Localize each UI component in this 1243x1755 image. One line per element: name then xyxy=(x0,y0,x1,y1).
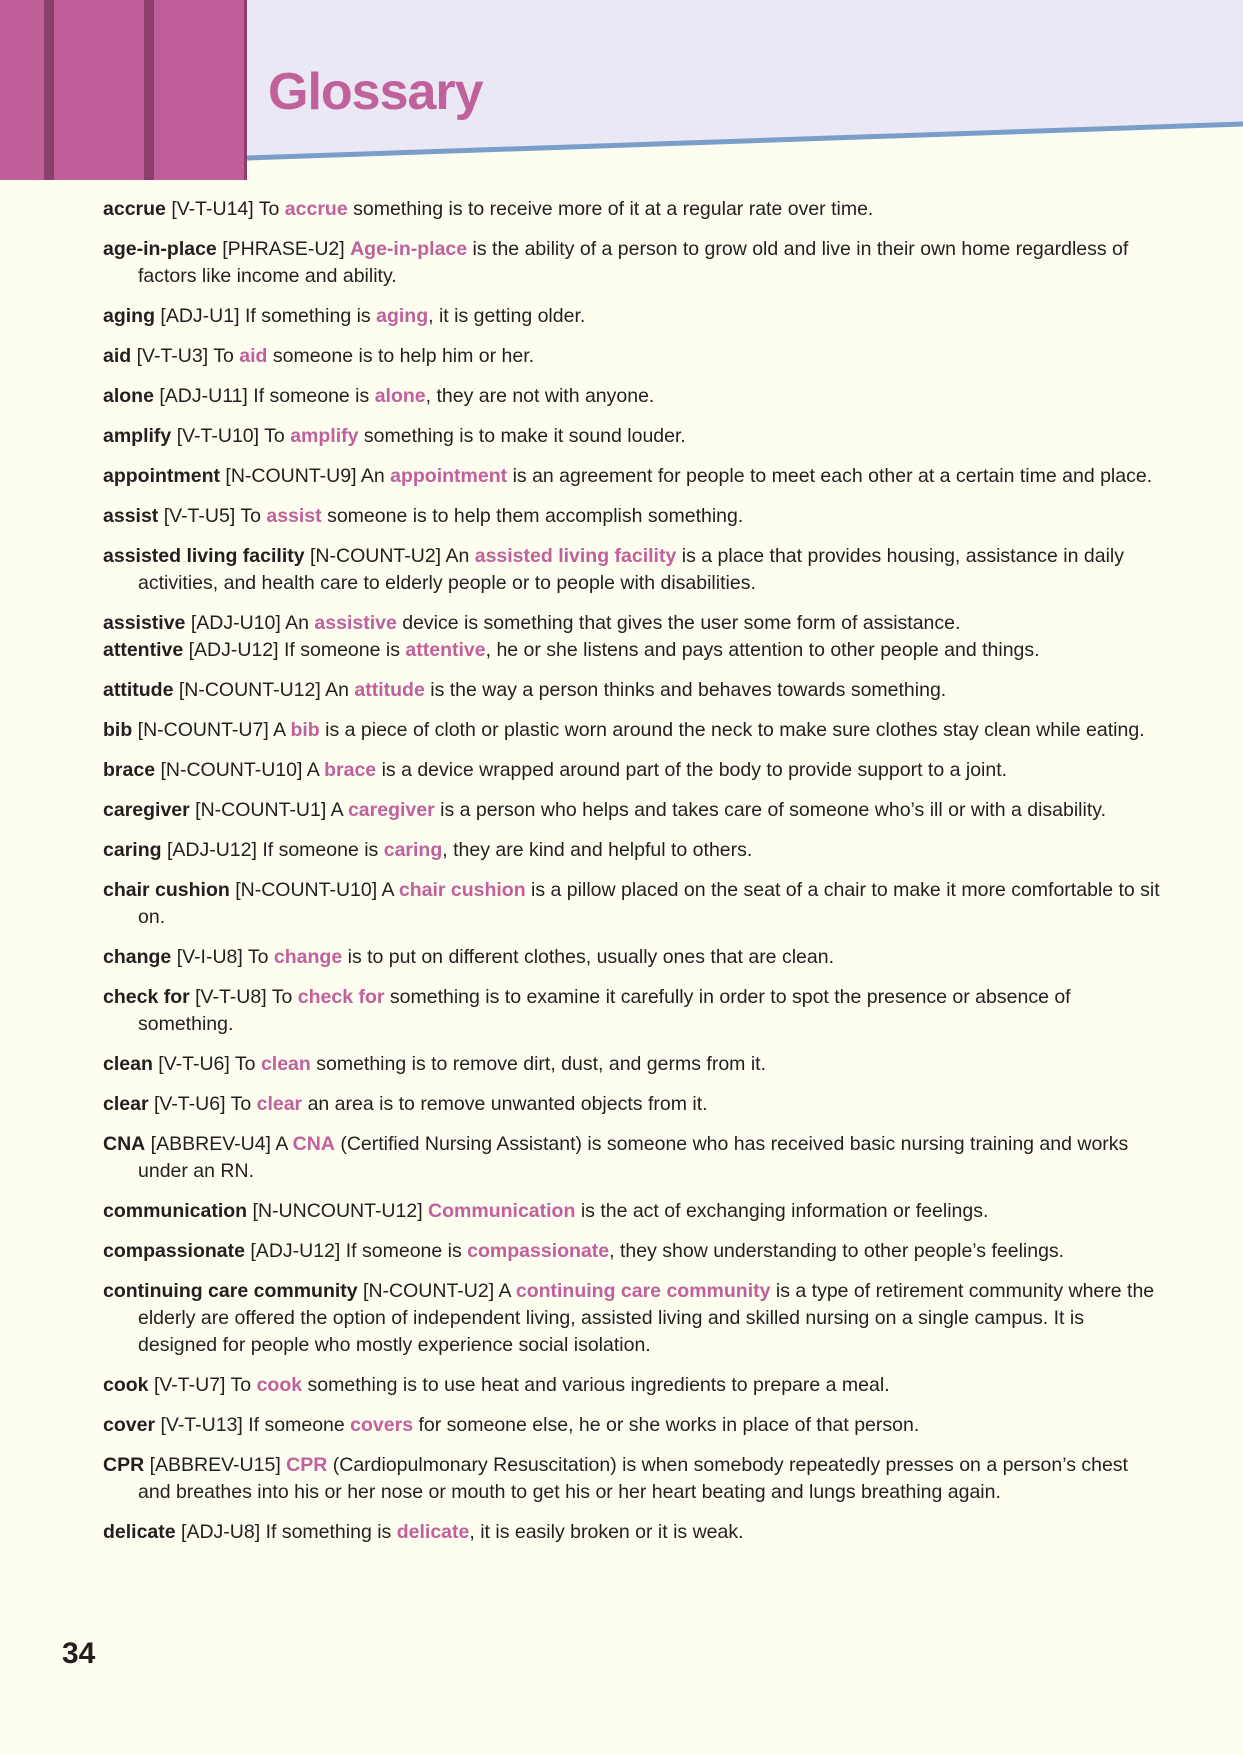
glossary-entry xyxy=(103,717,1163,744)
entry-tag: [V-T-U3] xyxy=(136,345,209,367)
entry-highlight: amplify xyxy=(290,425,359,447)
entry-tag: [N-COUNT-U9] xyxy=(225,465,357,487)
entry-definition: an area is to remove unwanted objects from it. xyxy=(307,1093,708,1115)
page-number: 34 xyxy=(62,1637,96,1670)
entry-tag: [V-I-U8] xyxy=(176,946,243,968)
glossary-entry xyxy=(103,1412,1163,1439)
entry-highlight: attitude xyxy=(354,679,425,701)
entry-term: bib xyxy=(103,719,133,741)
glossary-entry xyxy=(103,1091,1163,1118)
entry-term: age-in-place xyxy=(103,238,217,260)
entry-highlight: caregiver xyxy=(347,799,435,821)
entry-tag: [ABBREV-U4] xyxy=(150,1133,271,1155)
entry-definition-lead: If someone is xyxy=(284,639,400,661)
entry-tag: [N-COUNT-U12] xyxy=(178,679,321,701)
entry-tag: [ADJ-U8] xyxy=(181,1521,261,1543)
entry-highlight: continuing care community xyxy=(515,1280,771,1302)
entry-tag: [N-COUNT-U10] xyxy=(235,879,378,901)
entry-tag: [PHRASE-U2] xyxy=(222,238,345,260)
entry-definition: is a type of retirement community where the elderly are offered the option of independent living, assisted living and skilled nursing on a single campus. It is designed for people who mostly experience social isolation. xyxy=(138,1280,1155,1356)
glossary-entry xyxy=(103,423,1163,450)
entry-term: aid xyxy=(103,345,132,367)
entry-tag: [V-T-U6] xyxy=(158,1053,230,1075)
entry-definition-lead: If someone is xyxy=(262,839,379,861)
entry-term: delicate xyxy=(103,1521,176,1543)
entry-definition: is the act of exchanging information or feelings. xyxy=(580,1200,989,1222)
entry-definition: is a device wrapped around part of the body to provide support to a joint. xyxy=(381,759,1008,781)
entry-definition-lead: If someone xyxy=(248,1414,345,1436)
entry-term: attentive xyxy=(103,639,184,661)
entry-term: caregiver xyxy=(103,799,190,821)
glossary-entry xyxy=(103,837,1163,864)
entry-term: change xyxy=(103,946,172,968)
entry-term: continuing care community xyxy=(103,1280,358,1302)
entry-highlight: CPR xyxy=(286,1454,328,1476)
entry-tag: [V-T-U10] xyxy=(176,425,260,447)
glossary-entry xyxy=(103,1051,1163,1078)
entry-definition-lead: If something is xyxy=(265,1521,392,1543)
glossary-entry xyxy=(103,877,1163,931)
entry-highlight: caring xyxy=(383,839,443,861)
entry-definition-lead: An xyxy=(285,612,309,634)
entry-definition: is a person who helps and takes care of someone who’s ill or with a disability. xyxy=(440,799,1106,821)
glossary-entry xyxy=(103,383,1163,410)
entry-term: appointment xyxy=(103,465,220,487)
entry-term: brace xyxy=(103,759,156,781)
entry-definition: something is to remove dirt, dust, and germs from it. xyxy=(316,1053,766,1075)
entry-tag: [V-T-U7] xyxy=(153,1374,226,1396)
glossary-list xyxy=(103,196,1163,1559)
entry-definition-lead: To xyxy=(240,505,261,527)
entry-definition-lead: To xyxy=(230,1093,252,1115)
entry-highlight: aid xyxy=(239,345,268,367)
entry-definition: is a place that provides housing, assistance in daily activities, and health care to elderly people or to people with disabilities. xyxy=(138,545,1125,594)
entry-term: attitude xyxy=(103,679,174,701)
entry-term: amplify xyxy=(103,425,172,447)
entry-definition: , they are not with anyone. xyxy=(425,385,655,407)
entry-definition-lead: If someone is xyxy=(253,385,370,407)
tab-bar xyxy=(0,0,44,180)
entry-term: assist xyxy=(103,505,159,527)
entry-highlight: accrue xyxy=(284,198,348,220)
entry-highlight: brace xyxy=(324,759,377,781)
entry-term: caring xyxy=(103,839,162,861)
entry-definition: is the ability of a person to grow old and live in their own home regardless of factors like income and ability. xyxy=(138,238,1129,287)
glossary-entry xyxy=(103,543,1163,597)
glossary-entry xyxy=(103,1238,1163,1265)
entry-term: compassionate xyxy=(103,1240,245,1262)
entry-definition: , they are kind and helpful to others. xyxy=(442,839,753,861)
glossary-entry xyxy=(103,1519,1163,1546)
entry-term: accrue xyxy=(103,198,166,220)
entry-definition: is to put on different clothes, usually ones that are clean. xyxy=(347,946,834,968)
glossary-entry xyxy=(103,1372,1163,1399)
entry-tag: [ADJ-U11] xyxy=(159,385,248,407)
entry-definition: , it is getting older. xyxy=(428,305,586,327)
entry-definition-lead: To xyxy=(247,946,269,968)
entry-definition-lead: To xyxy=(230,1374,252,1396)
entry-highlight: cook xyxy=(256,1374,303,1396)
glossary-entry xyxy=(103,944,1163,971)
entry-definition: someone is to help him or her. xyxy=(272,345,535,367)
entry-definition: (Certified Nursing Assistant) is someone who has received basic nursing training and works under an RN. xyxy=(138,1133,1129,1182)
entry-definition-lead: A xyxy=(275,1133,288,1155)
glossary-entry xyxy=(103,343,1163,370)
entry-tag: [ADJ-U10] xyxy=(190,612,281,634)
entry-definition: , he or she listens and pays attention to other people and things. xyxy=(485,639,1040,661)
entry-definition: something is to examine it carefully in order to spot the presence or absence of something. xyxy=(138,986,1071,1035)
entry-definition-lead: An xyxy=(445,545,470,567)
entry-term: communication xyxy=(103,1200,248,1222)
entry-definition-lead: To xyxy=(271,986,293,1008)
entry-highlight: change xyxy=(273,946,343,968)
entry-definition-lead: To xyxy=(234,1053,256,1075)
entry-definition: is a piece of cloth or plastic worn around the neck to make sure clothes stay clean while eating. xyxy=(325,719,1145,741)
glossary-entry xyxy=(103,1278,1163,1359)
entry-definition-lead: A xyxy=(330,799,343,821)
entry-definition-lead: To xyxy=(258,198,280,220)
entry-highlight: CNA xyxy=(292,1133,335,1155)
page-header xyxy=(0,0,1243,180)
entry-highlight: clear xyxy=(256,1093,303,1115)
entry-tag: [V-T-U14] xyxy=(171,198,254,220)
entry-term: clean xyxy=(103,1053,153,1075)
entry-definition-lead: A xyxy=(498,1280,511,1302)
glossary-entry xyxy=(103,757,1163,784)
entry-definition-lead: An xyxy=(360,465,385,487)
entry-definition: device is something that gives the user some form of assistance. xyxy=(402,612,961,634)
page-title: Glossary xyxy=(268,63,483,121)
entry-definition: something is to use heat and various ingredients to prepare a meal. xyxy=(307,1374,890,1396)
entry-tag: [N-COUNT-U2] xyxy=(363,1280,495,1302)
entry-highlight: bib xyxy=(290,719,320,741)
entry-definition: is a pillow placed on the seat of a chair to make it more comfortable to sit on. xyxy=(138,879,1160,928)
entry-tag: [N-COUNT-U10] xyxy=(160,759,303,781)
glossary-entry xyxy=(103,797,1163,824)
glossary-entry xyxy=(103,1131,1163,1185)
entry-highlight: covers xyxy=(350,1414,414,1436)
glossary-entry xyxy=(103,637,1163,664)
entry-highlight: assist xyxy=(266,505,322,527)
entry-tag: [V-T-U6] xyxy=(153,1093,226,1115)
entry-term: cook xyxy=(103,1374,149,1396)
glossary-entry xyxy=(103,677,1163,704)
entry-highlight: delicate xyxy=(396,1521,470,1543)
glossary-entry xyxy=(103,984,1163,1038)
entry-tag: [ADJ-U12] xyxy=(250,1240,341,1262)
entry-definition-lead: To xyxy=(213,345,234,367)
entry-definition-lead: To xyxy=(264,425,285,447)
entry-tag: [N-UNCOUNT-U12] xyxy=(252,1200,423,1222)
entry-definition-lead: A xyxy=(381,879,394,901)
glossary-entry xyxy=(103,196,1163,223)
entry-highlight: assistive xyxy=(314,612,397,634)
entry-highlight: check for xyxy=(297,986,385,1008)
entry-highlight: compassionate xyxy=(467,1240,610,1262)
entry-term: clear xyxy=(103,1093,149,1115)
entry-definition-lead: A xyxy=(273,719,286,741)
entry-term: aging xyxy=(103,305,155,327)
entry-term: cover xyxy=(103,1414,156,1436)
entry-tag: [N-COUNT-U2] xyxy=(310,545,442,567)
glossary-entry xyxy=(103,1198,1163,1225)
entry-definition: something is to receive more of it at a regular rate over time. xyxy=(353,198,874,220)
entry-term: assistive xyxy=(103,612,186,634)
entry-highlight: clean xyxy=(260,1053,311,1075)
entry-term: CNA xyxy=(103,1133,146,1155)
entry-highlight: Age-in-place xyxy=(350,238,468,260)
entry-definition-lead: An xyxy=(325,679,349,701)
glossary-entry xyxy=(103,610,1163,637)
glossary-entry xyxy=(103,303,1163,330)
entry-term: CPR xyxy=(103,1454,145,1476)
entry-highlight: attentive xyxy=(405,639,486,661)
entry-highlight: alone xyxy=(374,385,426,407)
entry-tag: [V-T-U5] xyxy=(163,505,236,527)
entry-highlight: appointment xyxy=(390,465,508,487)
glossary-entry xyxy=(103,236,1163,290)
entry-term: alone xyxy=(103,385,154,407)
tab-bar xyxy=(54,0,144,180)
entry-definition: for someone else, he or she works in place of that person. xyxy=(418,1414,920,1436)
entry-highlight: chair cushion xyxy=(398,879,526,901)
tab-bar xyxy=(154,0,244,180)
entry-term: chair cushion xyxy=(103,879,230,901)
entry-tag: [ADJ-U12] xyxy=(166,839,257,861)
entry-highlight: aging xyxy=(376,305,429,327)
entry-highlight: assisted living facility xyxy=(474,545,677,567)
entry-definition-lead: If something is xyxy=(244,305,371,327)
glossary-entry xyxy=(103,463,1163,490)
entry-tag: [ADJ-U12] xyxy=(188,639,279,661)
entry-term: assisted living facility xyxy=(103,545,305,567)
entry-definition: someone is to help them accomplish something. xyxy=(327,505,744,527)
glossary-entry xyxy=(103,1452,1163,1506)
entry-tag: [ABBREV-U15] xyxy=(149,1454,281,1476)
entry-tag: [V-T-U8] xyxy=(195,986,267,1008)
entry-tag: [N-COUNT-U7] xyxy=(137,719,269,741)
entry-definition: is an agreement for people to meet each other at a certain time and place. xyxy=(512,465,1153,487)
entry-definition: , it is easily broken or it is weak. xyxy=(469,1521,744,1543)
entry-highlight: Communication xyxy=(428,1200,576,1222)
entry-tag: [V-T-U13] xyxy=(160,1414,243,1436)
entry-definition: (Cardiopulmonary Resuscitation) is when somebody repeatedly presses on a person’s chest and breathes into his or her nose or mouth to get his or her heart beating and lungs breathing again. xyxy=(138,1454,1128,1503)
entry-definition: , they show understanding to other people’s feelings. xyxy=(609,1240,1065,1262)
entry-definition: is the way a person thinks and behaves towards something. xyxy=(430,679,947,701)
entry-definition: something is to make it sound louder. xyxy=(363,425,686,447)
entry-tag: [ADJ-U1] xyxy=(160,305,240,327)
entry-tag: [N-COUNT-U1] xyxy=(195,799,327,821)
glossary-entry xyxy=(103,503,1163,530)
entry-definition-lead: If someone is xyxy=(345,1240,462,1262)
entry-term: check for xyxy=(103,986,190,1008)
entry-definition-lead: A xyxy=(306,759,319,781)
header-decoration xyxy=(0,0,1243,180)
